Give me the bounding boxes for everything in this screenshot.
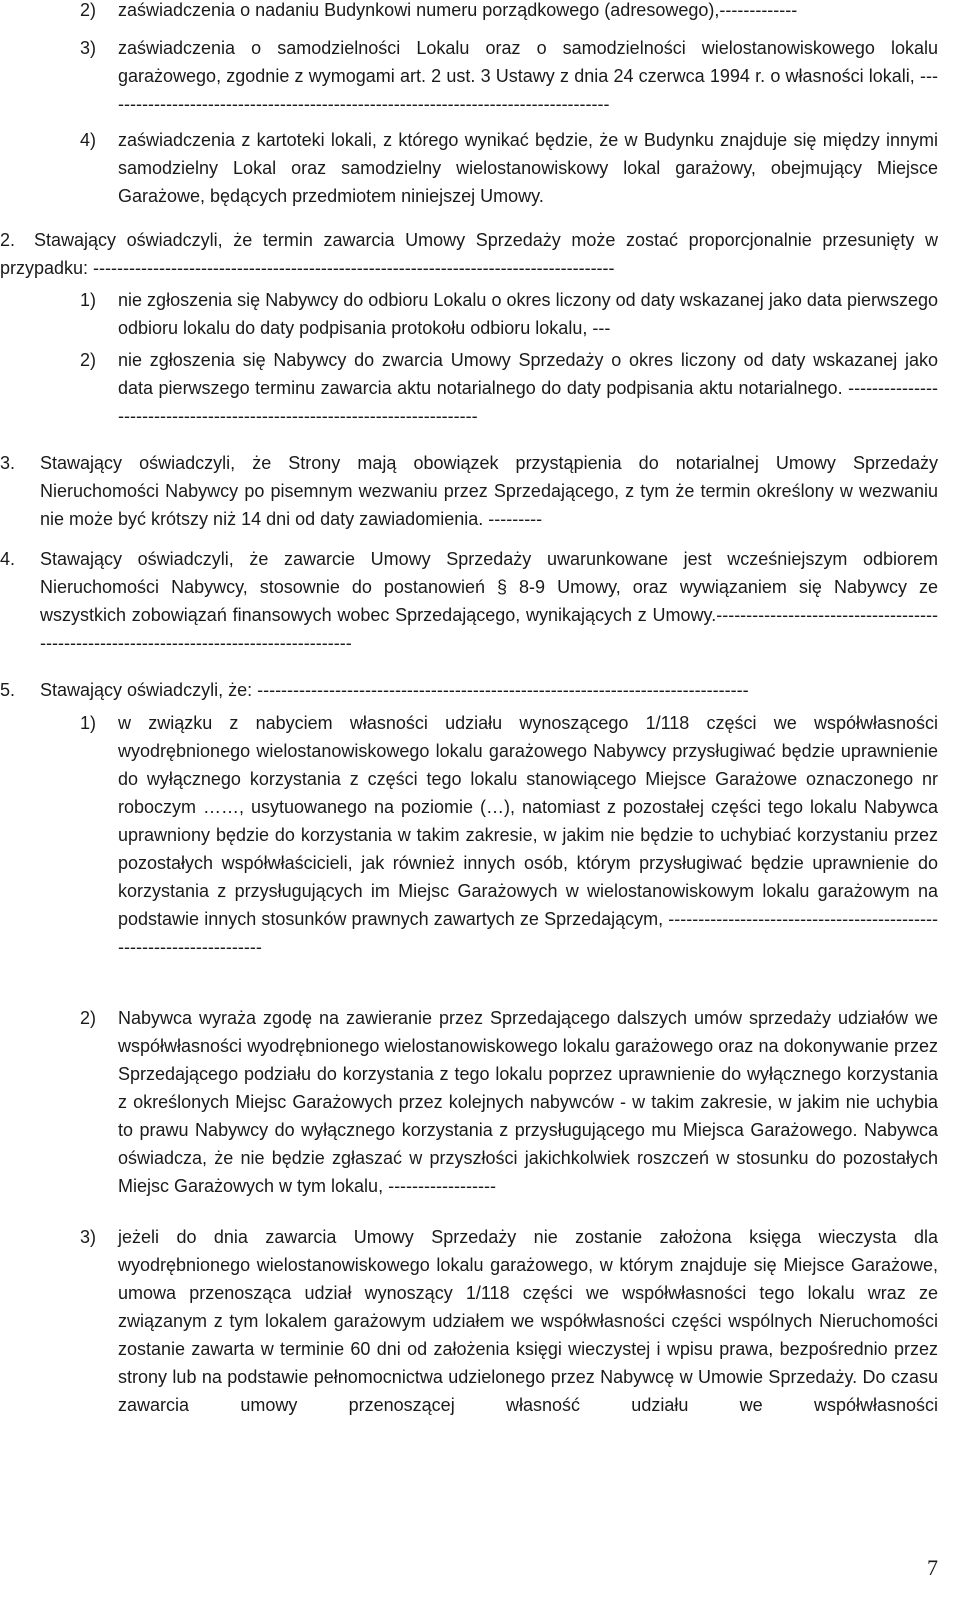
section-number: 3. — [0, 453, 16, 473]
section-number: 4. — [0, 549, 16, 569]
list-item-text: zaświadczenia z kartoteki lokali, z którego wynikać będzie, że w Budynku znajduje się między innymi samodzielny Lokal oraz samodzielny wielostanowiskowy lokal garażowy, obejmujący Miejsce Garażowe, będących przedmiotem niniejszej Umowy. — [118, 130, 938, 206]
page-number: 7 — [927, 1555, 938, 1580]
list-item-text: Nabywca wyraża zgodę na zawieranie przez Sprzedającego dalszych umów sprzedaży udziałów we współwłasności wyodrębnionego wielostanowiskowego lokalu garażowego oraz na dokonywanie przez Sprzedającego podziału do korzystania z tego lokalu poprzez uprawnienie do wyłącznego korzystania z określonych Miejsc Garażowych przez kolejnych nabywców - w takim zakresie, w jakim nie uchybia to prawu Nabywcy do wyłącznego korzystania z przysługującego mu Miejsca Garażowego. Nabywca oświadcza, że nie będzie zgłaszać w przyszłości jakichkolwiek roszczeń w stosunku do pozostałych Miejsc Garażowych w tym lokalu, ------------------ — [118, 1008, 938, 1196]
list-item-number: 2) — [80, 1008, 97, 1028]
list-item-text: zaświadczenia o samodzielności Lokalu oraz o samodzielności wielostanowiskowego lokalu garażowego, zgodnie z wymogami art. 2 ust. 3 Ustawy z dnia 24 czerwca 1994 r. o własności lokali, ------------------------------------------------------------------------------------- — [118, 38, 938, 114]
list-item-text: nie zgłoszenia się Nabywcy do zwarcia Umowy Sprzedaży o okres liczony od daty wskazanej jako data pierwszego terminu zawarcia aktu notarialnego do daty podpisania aktu notarialnego. --------------------------------------------------------------------------- — [118, 350, 938, 426]
list-item-number: 1) — [80, 713, 97, 733]
section-number: 2. — [0, 230, 16, 250]
list-item-number: 3) — [80, 1227, 97, 1247]
list-item-number: 4) — [80, 130, 97, 150]
section-text: Stawający oświadczyli, że Strony mają obowiązek przystąpienia do notarialnej Umowy Sprzedaży Nieruchomości Nabywcy po pisemnym wezwaniu przez Sprzedającego, z tym że termin określony w wezwaniu nie może być krótszy niż 14 dni od daty zawiadomienia. --------- — [40, 453, 938, 529]
section-number: 5. — [0, 680, 16, 700]
section-text: Stawający oświadczyli, że zawarcie Umowy Sprzedaży uwarunkowane jest wcześniejszym odbiorem Nieruchomości Nabywcy, stosownie do postanowień § 8-9 Umowy, oraz wywiązaniem się Nabywcy ze wszystkich zobowiązań finansowych wobec Sprzedającego, wynikających z Umowy.----------------------------------------------------------------------------------------- — [40, 549, 938, 653]
list-item-number: 2) — [80, 0, 97, 20]
list-item-text: zaświadczenia o nadaniu Budynkowi numeru porządkowego (adresowego),------------- — [118, 0, 798, 20]
section-text: Stawający oświadczyli, że: ---------------------------------------------------------------------------------- — [40, 680, 749, 700]
section-text: Stawający oświadczyli, że termin zawarcia Umowy Sprzedaży może zostać proporcjonalnie przesunięty w przypadku: --------------------------------------------------------------------------------------- — [0, 230, 938, 278]
list-item-number: 2) — [80, 350, 97, 370]
list-item-text: w związku z nabyciem własności udziału wynoszącego 1/118 części we współwłasności wyodrębnionego wielostanowiskowego lokalu garażowego Nabywcy przysługiwać będzie uprawnienie do wyłącznego korzystania z części tego lokalu stanowiącego Miejsce Garażowe oznaczonego nr roboczym ……, usytuowanego na poziomie (…), natomiast z pozostałej części tego lokalu Nabywca uprawniony będzie do korzystania w takim zakresie, w jakim nie będzie to uchybiać korzystaniu przez pozostałych współwłaścicieli, jak również innych osób, którym przysługiwać będzie uprawnienie do korzystania z przysługujących im Miejsc Garażowych w wielostanowiskowym lokalu garażowym na podstawie innych stosunków prawnych zawartych ze Sprzedającym, --------------------------------------------------------------------- — [118, 713, 938, 957]
list-item-number: 1) — [80, 290, 97, 310]
list-item-text: jeżeli do dnia zawarcia Umowy Sprzedaży nie zostanie założona księga wieczysta dla wyodrębnionego wielostanowiskowego lokalu garażowego, w którym znajduje się Miejsce Garażowe, umowa przenosząca udział wynoszący 1/118 części we współwłasności tego lokalu wraz ze związanym z tym lokalem garażowym udziałem we współwłasności części wspólnych Nieruchomości zostanie zawarta w terminie 60 dni od założenia księgi wieczystej i wpisu prawa, bezpośrednio przez strony lub na podstawie pełnomocnictwa udzielonego przez Nabywcę w Umowie Sprzedaży. Do czasu zawarcia umowy przenoszącej własność udziału we współwłasności — [118, 1227, 938, 1415]
list-item-text: nie zgłoszenia się Nabywcy do odbioru Lokalu o okres liczony od daty wskazanej jako data pierwszego odbioru lokalu do daty podpisania protokołu odbioru lokalu, --- — [118, 290, 938, 338]
list-item-number: 3) — [80, 38, 97, 58]
